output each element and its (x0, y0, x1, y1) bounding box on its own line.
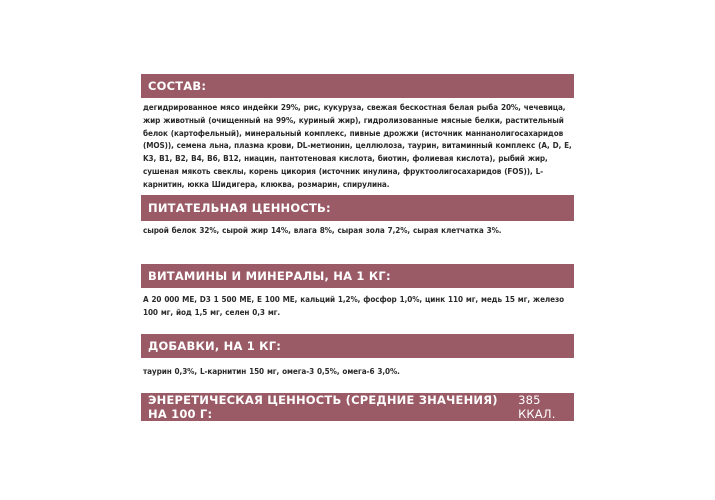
energy-bar (141, 393, 574, 421)
section-text: сырой белок 32%, сырой жир 14%, влага 8%, сырая зола 7,2%, сырая клетчатка 3%. (143, 225, 502, 235)
section-heading: СОСТАВ: (141, 74, 574, 98)
energy-value: 385 ККАЛ. (518, 393, 556, 421)
section-heading: ДОБАВКИ, НА 1 КГ: (141, 334, 574, 358)
section-text: А 20 000 МЕ, D3 1 500 МЕ, Е 100 МЕ, кальций 1,2%, фосфор 1,0%, цинк 110 мг, медь 15 мг, железо 100 мг, йод 1,5 мг, селен 0,3 мг. (143, 294, 565, 317)
section-heading: ЭНЕРЕТИЧЕСКАЯ ЦЕННОСТЬ (СРЕДНИЕ ЗНАЧЕНИЯ) НА 100 Г: (148, 393, 498, 421)
section-heading: ПИТАТЕЛЬНАЯ ЦЕННОСТЬ: (141, 195, 574, 221)
section-heading: ВИТАМИНЫ И МИНЕРАЛЫ, НА 1 КГ: (141, 264, 574, 288)
section-text: дегидрированное мясо индейки 29%, рис, кукуруза, свежая бескостная белая рыба 20%, чечевица, жир животный (очищенный на 99%, куриный жир), гидролизованные мясные белки, растительный белок (картофельный), минеральный комплекс, пивные дрожжи (источник маннанолигосахаридов (MOS)), семена льна, плазма крови, DL-метионин, целлюлоза, таурин, витаминный комплекс (A, D, E, K3, B1, B2, B4, B6, B12, ниацин, пантотеновая кислота, биотин, фолиевая кислота), рыбий жир, сушеная мякоть свеклы, корень цикория (источник инулина, фруктоолигосахаридов (FOS)), L-карнитин, юкка Шидигера, клюква, розмарин, спирулина. (143, 102, 572, 189)
section-text: таурин 0,3%, L-карнитин 150 мг, омега-3 0,5%, омега-6 3,0%. (143, 366, 400, 376)
